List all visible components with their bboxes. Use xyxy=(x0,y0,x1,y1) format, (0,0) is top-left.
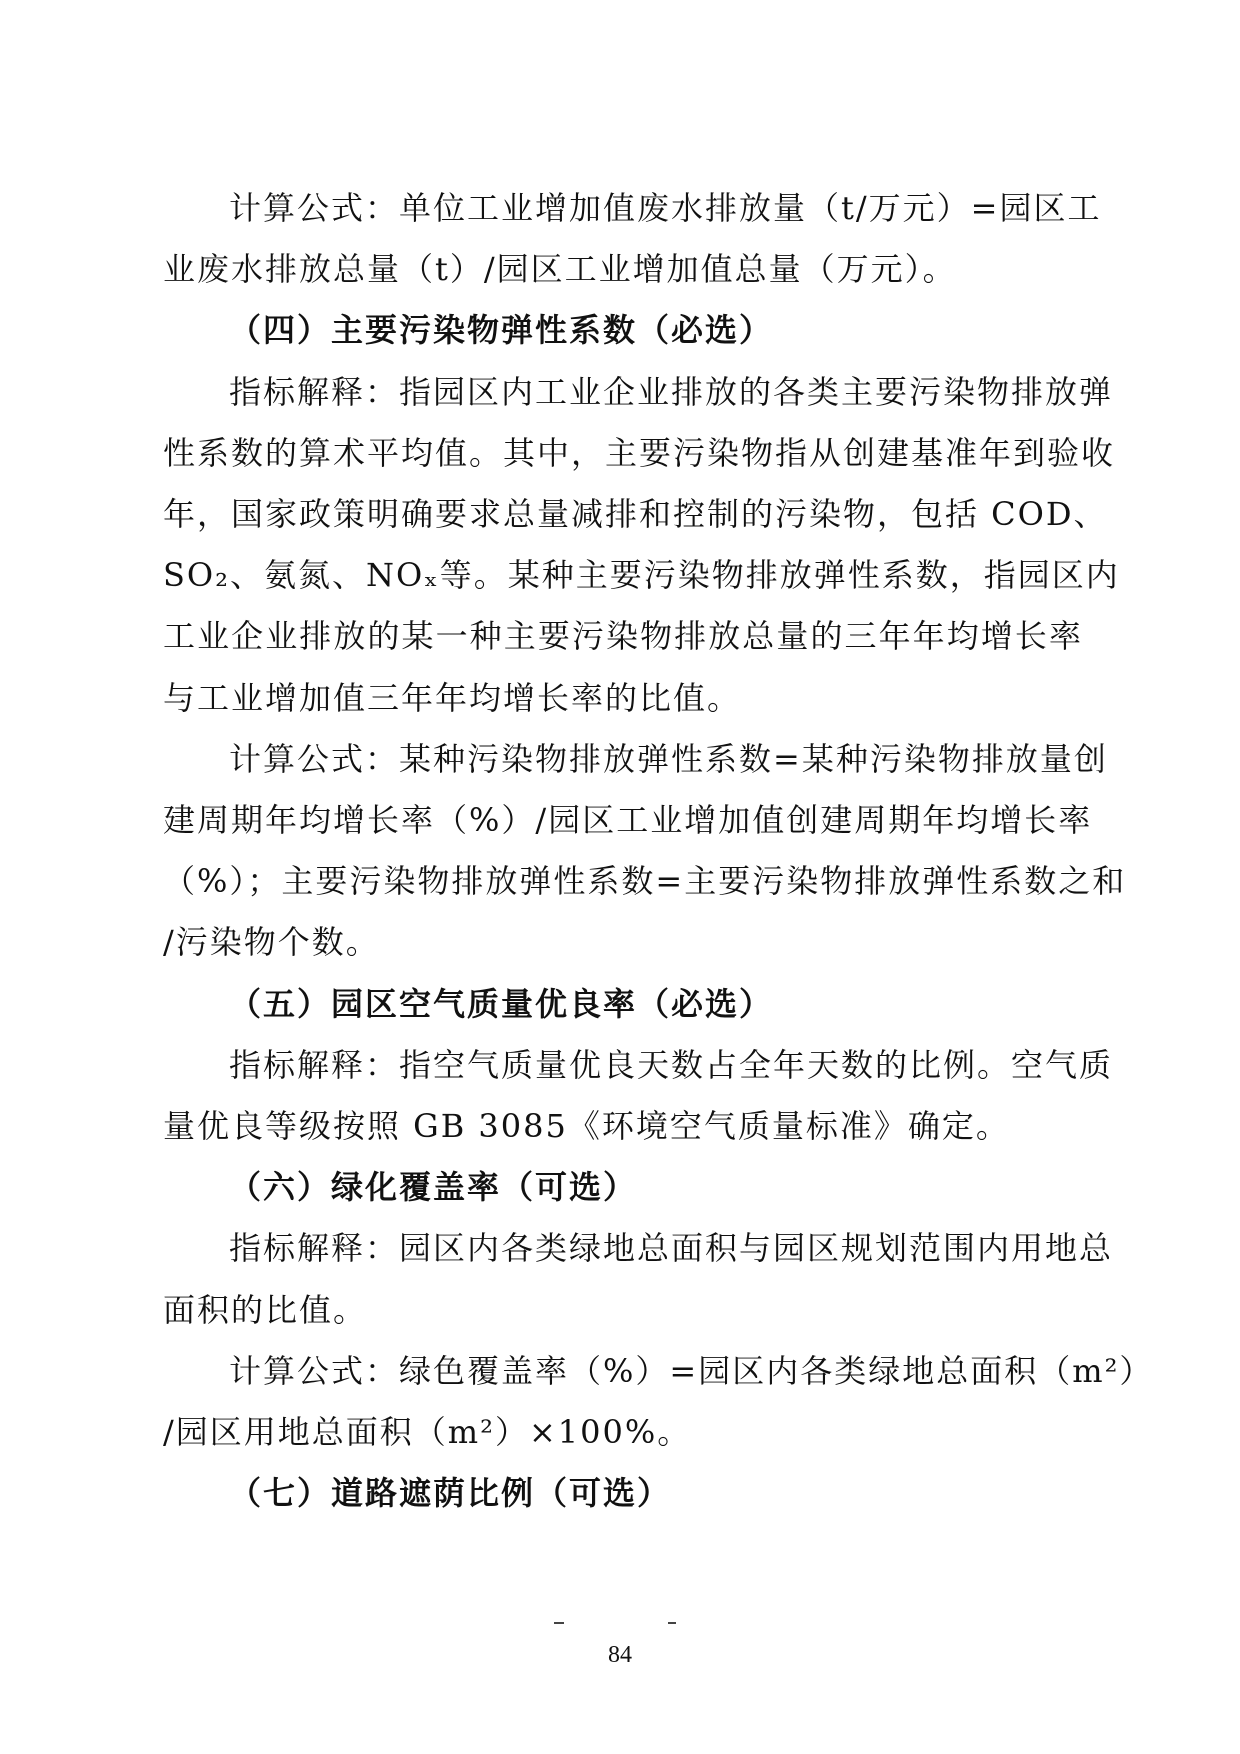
text-line: 指标解释：园区内各类绿地总面积与园区规划范围内用地总 xyxy=(229,1229,1114,1268)
text-line: 与工业增加值三年年均增长率的比值。 xyxy=(163,678,742,717)
text-line: 计算公式：单位工业增加值废水排放量（t/万元）=园区工 xyxy=(229,189,1102,227)
page-mark-right xyxy=(668,1622,676,1624)
text-line: 工业企业排放的某一种主要污染物排放总量的三年年均增长率 xyxy=(163,617,1083,656)
text-line: 量优良等级按照 GB 3085《环境空气质量标准》确定。 xyxy=(163,1107,1010,1145)
text-line: 计算公式：绿色覆盖率（%）=园区内各类绿地总面积（m²） xyxy=(229,1351,1154,1390)
text-line: 业废水排放总量（t）/园区工业增加值总量（万元）。 xyxy=(163,250,957,289)
text-line: 指标解释：指园区内工业企业排放的各类主要污染物排放弹 xyxy=(229,372,1114,411)
section-heading: （五）园区空气质量优良率（必选） xyxy=(229,984,774,1023)
section-heading: （六）绿化覆盖率（可选） xyxy=(229,1168,638,1207)
page-mark-left xyxy=(554,1622,564,1624)
text-line: 性系数的算术平均值。其中，主要污染物指从创建基准年到验收 xyxy=(163,433,1116,472)
section-heading: （四）主要污染物弹性系数（必选） xyxy=(229,311,774,350)
text-line: /污染物个数。 xyxy=(163,923,380,962)
page-number: 84 xyxy=(608,1642,632,1668)
text-line: 年，国家政策明确要求总量减排和控制的污染物，包括 COD、 xyxy=(163,495,1108,533)
section-heading: （七）道路遮荫比例（可选） xyxy=(229,1474,672,1513)
text-line: 建周期年均增长率（%）/园区工业增加值创建周期年均增长率 xyxy=(163,801,1093,839)
text-line: /园区用地总面积（m²）×100%。 xyxy=(163,1413,692,1451)
text-line: 计算公式：某种污染物排放弹性系数=某种污染物排放量创 xyxy=(229,739,1108,778)
text-line: SO₂、氨氮、NOₓ等。某种主要污染物排放弹性系数，指园区内 xyxy=(163,556,1120,595)
text-line: 指标解释：指空气质量优良天数占全年天数的比例。空气质 xyxy=(229,1045,1114,1084)
text-line: （%）；主要污染物排放弹性系数=主要污染物排放弹性系数之和 xyxy=(163,862,1127,901)
text-line: 面积的比值。 xyxy=(163,1290,368,1329)
